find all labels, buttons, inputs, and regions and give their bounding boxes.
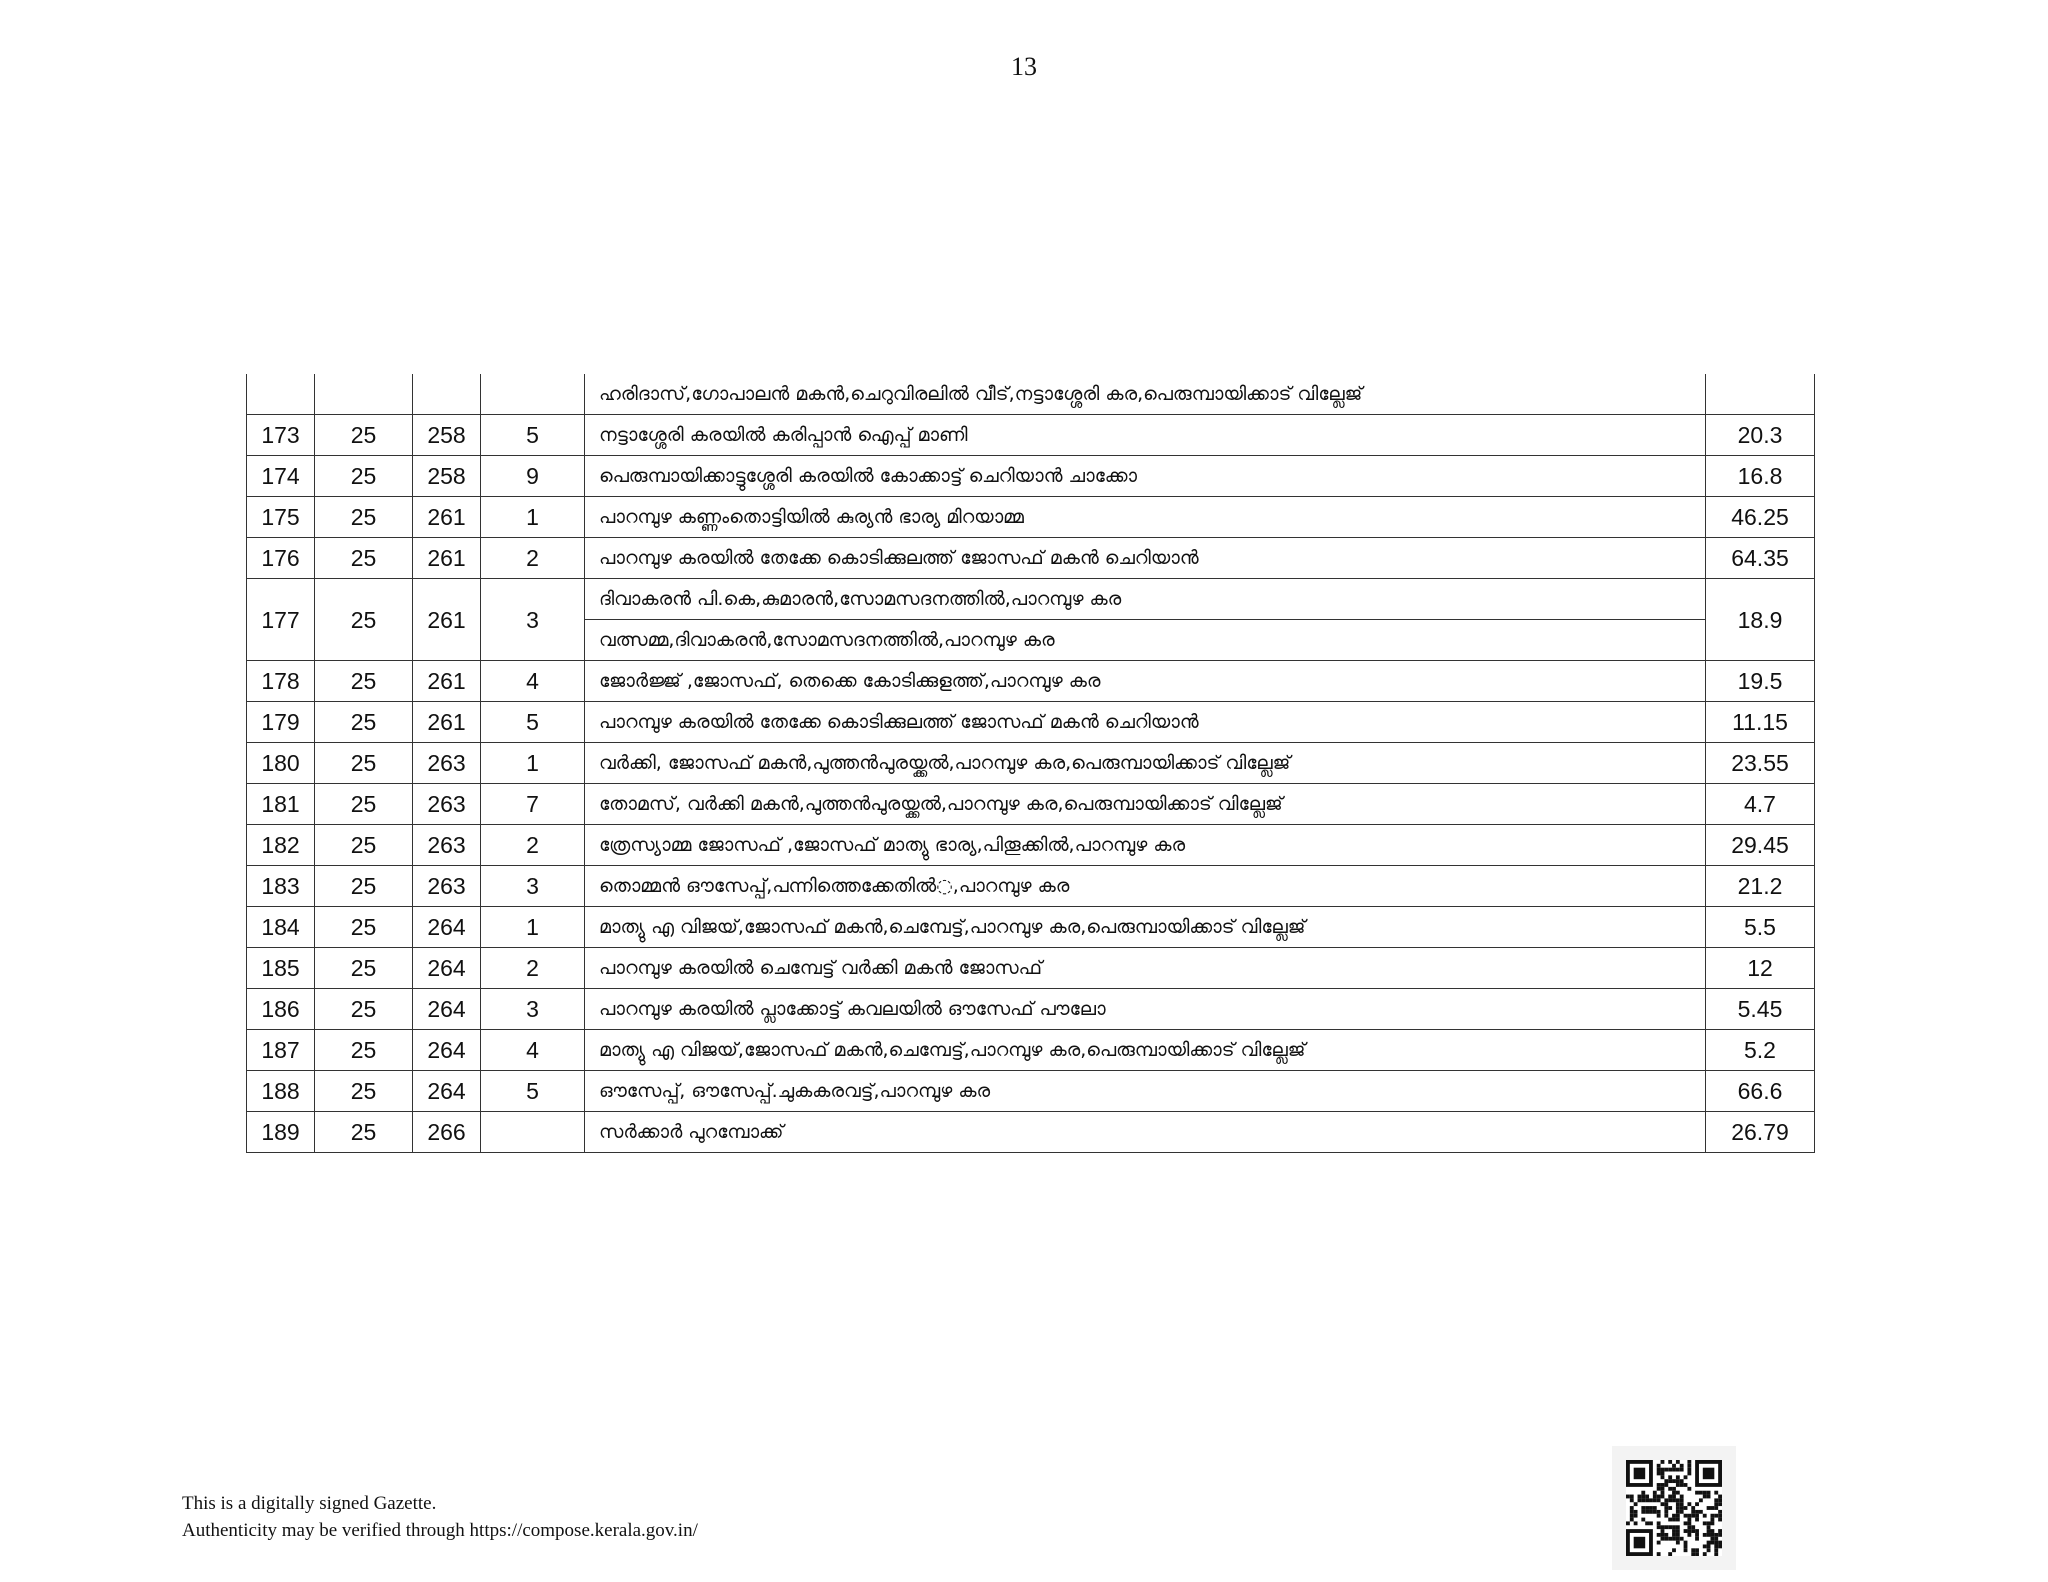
survey-no-cell: 263 (413, 825, 481, 866)
owner-cell: പാറമ്പുഴ കരയിൽ തേക്കേ കൊടിക്കുലത്ത് ജോസഫ് മകൻ ചെറിയാൻ (585, 538, 1706, 579)
table-row (247, 743, 1815, 784)
sl-no-cell: 187 (247, 1030, 315, 1071)
owner-cell: വർക്കി, ജോസഫ് മകൻ,പുത്തൻപുരയ്ക്കൽ,പാറമ്പുഴ കര,പെരുമ്പായിക്കാട് വില്ലേജ് (585, 743, 1706, 784)
sub-division-cell: 1 (481, 497, 585, 538)
survey-no-cell: 264 (413, 907, 481, 948)
sl-no-cell: 180 (247, 743, 315, 784)
block-cell: 25 (315, 661, 413, 702)
table-row (247, 784, 1815, 825)
area-cell: 46.25 (1706, 497, 1815, 538)
owner-cell: മാത്യു എ വിജയ്,ജോസഫ് മകൻ,ചെമ്പേട്ട്,പാറമ്പുഴ കര,പെരുമ്പായിക്കാട് വില്ലേജ് (585, 1030, 1706, 1071)
owner-cell: ഹരിദാസ്,ഗോപാലൻ മകൻ,ചെറുവിരലിൽ വീട്,നട്ടാശ്ശേരി കര,പെരുമ്പായിക്കാട് വില്ലേജ് (585, 374, 1706, 415)
area-cell: 5.5 (1706, 907, 1815, 948)
owner-cell: പാറമ്പുഴ കരയിൽ തേക്കേ കൊടിക്കുലത്ത് ജോസഫ് മകൻ ചെറിയാൻ (585, 702, 1706, 743)
table-row (247, 497, 1815, 538)
sl-no-cell: 182 (247, 825, 315, 866)
sl-no-cell: 189 (247, 1112, 315, 1153)
block-cell: 25 (315, 866, 413, 907)
area-cell: 19.5 (1706, 661, 1815, 702)
table-row (247, 456, 1815, 497)
area-cell: 12 (1706, 948, 1815, 989)
sl-no-cell: 175 (247, 497, 315, 538)
survey-no-cell: 261 (413, 579, 481, 661)
area-cell (1706, 374, 1815, 415)
block-cell: 25 (315, 538, 413, 579)
sub-division-cell: 5 (481, 415, 585, 456)
survey-no-cell: 264 (413, 1071, 481, 1112)
area-cell: 4.7 (1706, 784, 1815, 825)
sub-division-cell: 9 (481, 456, 585, 497)
block-cell: 25 (315, 702, 413, 743)
table-row (247, 907, 1815, 948)
table-row (247, 661, 1815, 702)
sl-no-cell: 173 (247, 415, 315, 456)
sub-division-cell: 1 (481, 907, 585, 948)
sl-no-cell: 184 (247, 907, 315, 948)
survey-no-cell (413, 374, 481, 415)
block-cell: 25 (315, 1071, 413, 1112)
sub-division-cell: 5 (481, 1071, 585, 1112)
block-cell: 25 (315, 907, 413, 948)
survey-no-cell: 258 (413, 456, 481, 497)
survey-no-cell: 264 (413, 989, 481, 1030)
table-row (247, 538, 1815, 579)
sl-no-cell: 183 (247, 866, 315, 907)
sub-division-cell: 7 (481, 784, 585, 825)
block-cell: 25 (315, 579, 413, 661)
footer-verification-notice: Authenticity may be verified through https://compose.kerala.gov.in/ (182, 1520, 698, 1541)
sub-division-cell: 2 (481, 825, 585, 866)
owner-cell: ഔസേപ്പ്, ഔസേപ്പ്.ചുകകരവട്ട്,പാറമ്പുഴ കര (585, 1071, 1706, 1112)
block-cell: 25 (315, 497, 413, 538)
survey-no-cell: 258 (413, 415, 481, 456)
survey-no-cell: 261 (413, 538, 481, 579)
sub-division-cell: 5 (481, 702, 585, 743)
owner-cell: തൊമ്മൻ ഔസേപ്പ്,പന്നിത്തെക്കേതിൽ◌,പാറമ്പുഴ കര (585, 866, 1706, 907)
owner-cell: സർക്കാർ പുറമ്പോക്ക് (585, 1112, 1706, 1153)
owner-cell: നട്ടാശ്ശേരി കരയിൽ കരിപ്പാൻ ഐപ്പ് മാണി (585, 415, 1706, 456)
sl-no-cell: 188 (247, 1071, 315, 1112)
owner-cell: പാറമ്പുഴ കണ്ണംതൊട്ടിയിൽ കുര്യൻ ഭാര്യ മിറയാമ്മ (585, 497, 1706, 538)
gazette-footer (182, 1490, 698, 1544)
area-cell: 20.3 (1706, 415, 1815, 456)
table-row (247, 374, 1815, 415)
table-row (247, 1112, 1815, 1153)
block-cell: 25 (315, 1030, 413, 1071)
area-cell: 11.15 (1706, 702, 1815, 743)
survey-no-cell: 263 (413, 784, 481, 825)
survey-no-cell: 264 (413, 1030, 481, 1071)
sl-no-cell: 178 (247, 661, 315, 702)
sub-division-cell: 2 (481, 538, 585, 579)
sub-division-cell: 4 (481, 661, 585, 702)
block-cell: 25 (315, 784, 413, 825)
owner-cell: മാത്യു എ വിജയ്,ജോസഫ് മകൻ,ചെമ്പേട്ട്,പാറമ്പുഴ കര,പെരുമ്പായിക്കാട് വില്ലേജ് (585, 907, 1706, 948)
area-cell: 5.2 (1706, 1030, 1815, 1071)
sl-no-cell: 174 (247, 456, 315, 497)
footer-signed-notice: This is a digitally signed Gazette. (182, 1493, 437, 1514)
owner-cell: തോമസ്, വർക്കി മകൻ,പുത്തൻപുരയ്ക്കൽ,പാറമ്പുഴ കര,പെരുമ്പായിക്കാട് വില്ലേജ് (585, 784, 1706, 825)
owner-cell: ജോർജ്ജ് ,ജോസഫ്, തെക്കെ കോടിക്കുളത്ത്,പാറമ്പുഴ കര (585, 661, 1706, 702)
owner-cell: പാറമ്പുഴ കരയിൽ ചെമ്പേട്ട് വർക്കി മകൻ ജോസഫ് (585, 948, 1706, 989)
survey-no-cell: 264 (413, 948, 481, 989)
survey-no-cell: 266 (413, 1112, 481, 1153)
sub-division-cell: 3 (481, 989, 585, 1030)
block-cell: 25 (315, 1112, 413, 1153)
sl-no-cell: 181 (247, 784, 315, 825)
land-acquisition-table (246, 374, 1815, 1153)
sl-no-cell: 185 (247, 948, 315, 989)
block-cell: 25 (315, 989, 413, 1030)
block-cell: 25 (315, 415, 413, 456)
table-row (247, 702, 1815, 743)
table-row (247, 866, 1815, 907)
sub-division-cell (481, 374, 585, 415)
sl-no-cell: 176 (247, 538, 315, 579)
sub-division-cell: 3 (481, 866, 585, 907)
table-row (247, 948, 1815, 989)
sl-no-cell (247, 374, 315, 415)
table-row (247, 1071, 1815, 1112)
block-cell (315, 374, 413, 415)
area-cell: 23.55 (1706, 743, 1815, 784)
block-cell: 25 (315, 948, 413, 989)
sl-no-cell: 177 (247, 579, 315, 661)
block-cell: 25 (315, 456, 413, 497)
page-number: 13 (1011, 52, 1037, 81)
owner-cell: ത്രേസ്യാമ്മ ജോസഫ് ,ജോസഫ് മാത്യു ഭാര്യ,പിതൂക്കിൽ,പാറമ്പുഴ കര (585, 825, 1706, 866)
sub-division-cell: 3 (481, 579, 585, 661)
area-cell: 26.79 (1706, 1112, 1815, 1153)
area-cell: 18.9 (1706, 579, 1815, 661)
table-row (247, 989, 1815, 1030)
area-cell: 29.45 (1706, 825, 1815, 866)
area-cell: 64.35 (1706, 538, 1815, 579)
owner-cell: പെരുമ്പായിക്കാട്ടുശ്ശേരി കരയിൽ കോക്കാട്ട് ചെറിയാൻ ചാക്കോ (585, 456, 1706, 497)
qr-code-icon (1612, 1446, 1736, 1570)
qr-code-graphic (1626, 1460, 1722, 1556)
area-cell: 5.45 (1706, 989, 1815, 1030)
table-row (247, 825, 1815, 866)
sub-division-cell (481, 1112, 585, 1153)
sub-division-cell: 2 (481, 948, 585, 989)
survey-no-cell: 261 (413, 661, 481, 702)
block-cell: 25 (315, 743, 413, 784)
owner-cell: വത്സമ്മ,ദിവാകരൻ,സോമസദനത്തിൽ,പാറമ്പുഴ കര (585, 620, 1706, 661)
area-cell: 16.8 (1706, 456, 1815, 497)
survey-no-cell: 263 (413, 743, 481, 784)
survey-no-cell: 261 (413, 702, 481, 743)
area-cell: 21.2 (1706, 866, 1815, 907)
owner-cell: പാറമ്പുഴ കരയിൽ പ്ലാക്കോട്ട് കവലയിൽ ഔസേഫ് പൗലോ (585, 989, 1706, 1030)
block-cell: 25 (315, 825, 413, 866)
sl-no-cell: 179 (247, 702, 315, 743)
table-row (247, 579, 1815, 620)
survey-no-cell: 263 (413, 866, 481, 907)
sl-no-cell: 186 (247, 989, 315, 1030)
table-row (247, 1030, 1815, 1071)
table-row (247, 415, 1815, 456)
owner-cell: ദിവാകരൻ പി.കെ,കുമാരൻ,സോമസദനത്തിൽ,പാറമ്പുഴ കര (585, 579, 1706, 620)
survey-no-cell: 261 (413, 497, 481, 538)
sub-division-cell: 1 (481, 743, 585, 784)
sub-division-cell: 4 (481, 1030, 585, 1071)
area-cell: 66.6 (1706, 1071, 1815, 1112)
